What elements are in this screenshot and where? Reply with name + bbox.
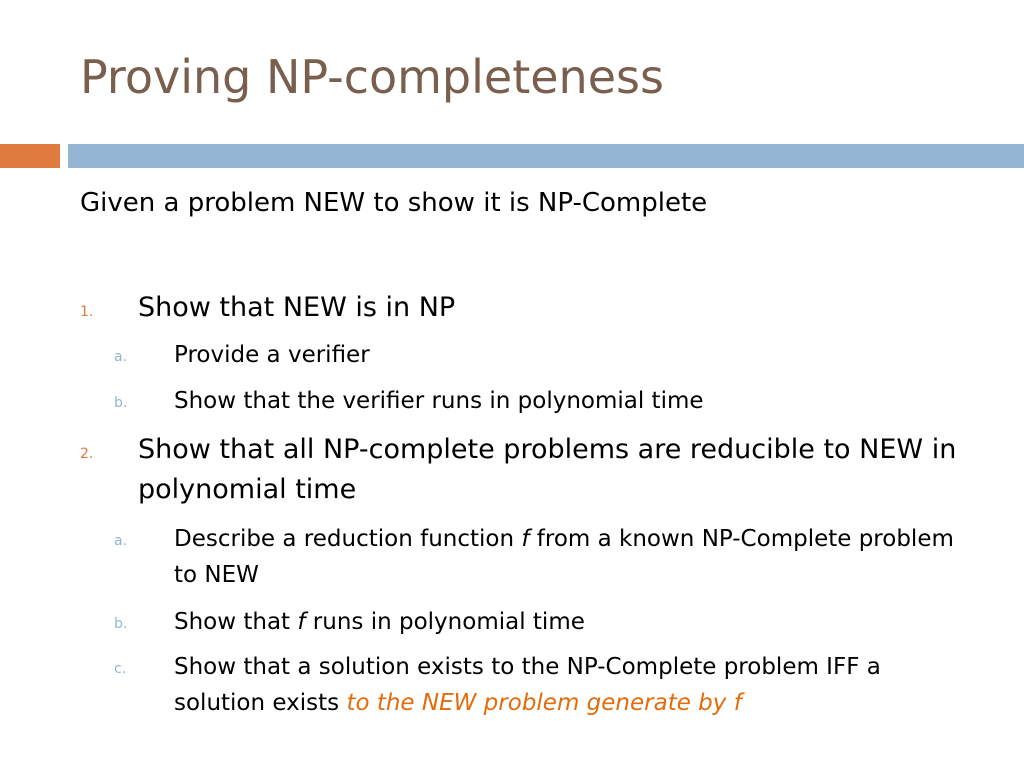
sub-list-item-text: Provide a verifier xyxy=(174,342,370,368)
list-marker: 1. xyxy=(80,304,94,320)
list-marker: 2. xyxy=(80,446,94,462)
sub-list-item-text xyxy=(174,649,974,721)
math-variable: f xyxy=(297,609,306,635)
sub-list-item-text: Show that the verifier runs in polynomial time xyxy=(174,388,704,414)
text-segment: runs in polynomial time xyxy=(305,609,585,635)
sub-list-item-text xyxy=(174,604,974,640)
sub-list-marker: c. xyxy=(114,661,127,677)
accent-bar-blue xyxy=(68,144,1024,168)
accent-bar-orange xyxy=(0,144,60,168)
math-variable: f xyxy=(521,526,530,552)
highlighted-text: to the NEW problem generate by f xyxy=(346,690,742,716)
text-segment: Show that xyxy=(174,609,298,635)
list-item-text: Show that all NP-complete problems are reducible to NEW in polynomial time xyxy=(138,434,957,505)
sub-list-marker: b. xyxy=(114,616,128,632)
text-segment: Describe a reduction function xyxy=(174,526,522,552)
text-segment: Show that a solution exists to the NP-Complete problem IFF a solution exists xyxy=(174,654,881,716)
sub-list-marker: a. xyxy=(114,349,128,365)
sub-list-marker: a. xyxy=(114,533,128,549)
slide-title: Proving NP-completeness xyxy=(80,50,664,104)
sub-list-marker: b. xyxy=(114,395,128,411)
intro-text: Given a problem NEW to show it is NP-Complete xyxy=(80,188,708,218)
text-segment: from a known NP-Complete problem to NEW xyxy=(174,526,954,588)
list-item-text: Show that NEW is in NP xyxy=(138,292,456,323)
sub-list-item-text xyxy=(174,521,974,593)
